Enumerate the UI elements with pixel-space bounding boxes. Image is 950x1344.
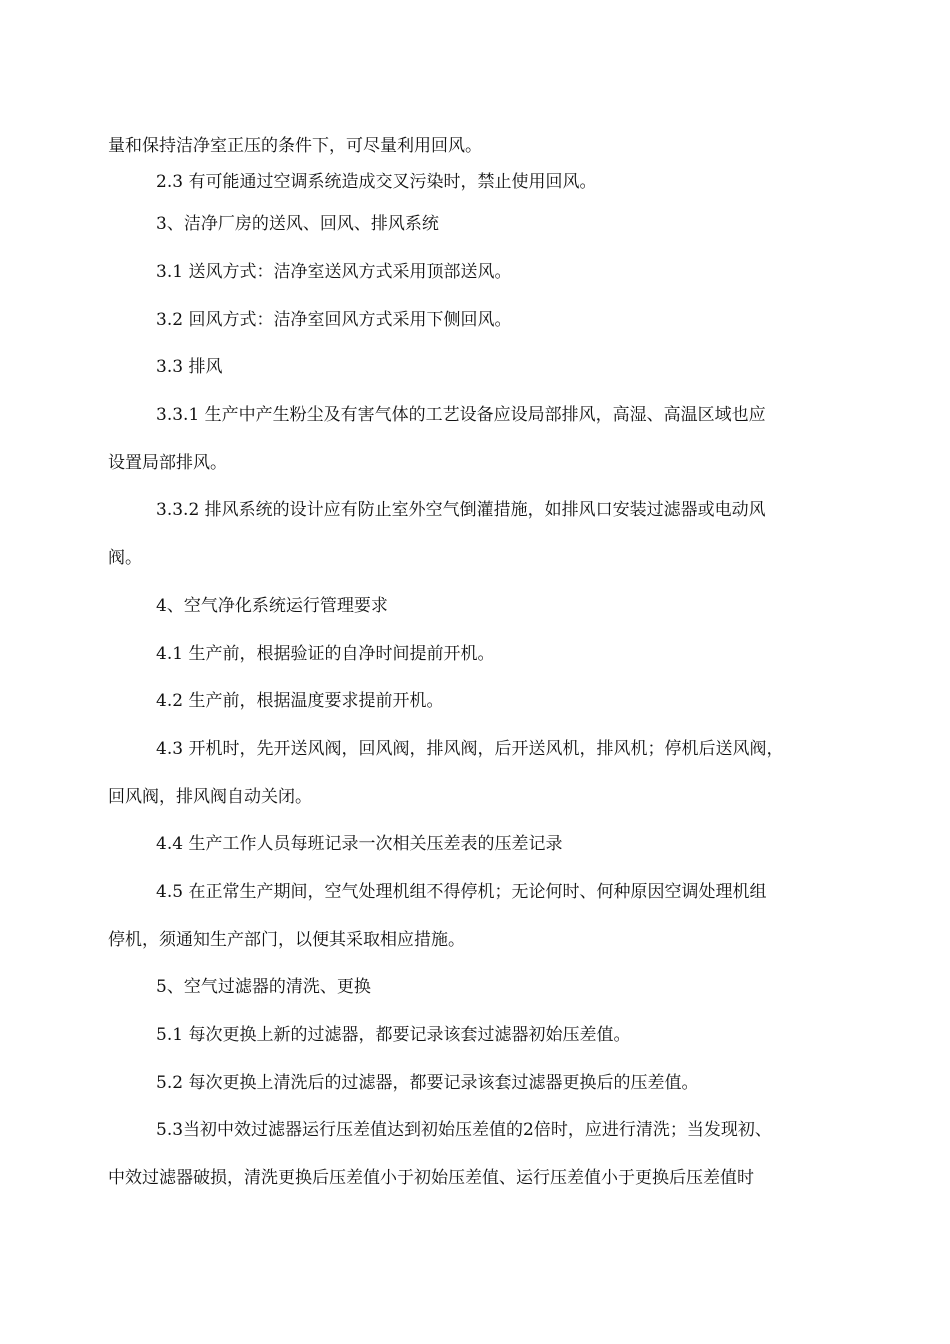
line: 5.1 每次更换上新的过滤器，都要记录该套过滤器初始压差值。	[156, 1025, 631, 1045]
heading-5	[108, 969, 850, 1005]
line: 设置局部排风。	[108, 453, 227, 473]
paragraph-4-3	[108, 731, 850, 815]
line: 量和保持洁净室正压的条件下，可尽量利用回风。	[108, 136, 482, 156]
paragraph-3-3-2	[108, 492, 850, 576]
line: 4.1 生产前，根据验证的自净时间提前开机。	[156, 644, 495, 664]
line: 4.4 生产工作人员每班记录一次相关压差表的压差记录	[156, 834, 563, 854]
line: 3.3 排风	[156, 357, 223, 377]
line: 2.3 有可能通过空调系统造成交叉污染时，禁止使用回风。	[156, 172, 597, 192]
line: 阀。	[108, 548, 142, 568]
paragraph-3-3-1	[108, 397, 850, 481]
line: 中效过滤器破损，清洗更换后压差值小于初始压差值、运行压差值小于更换后压差值时	[108, 1168, 754, 1188]
paragraph-2-3	[108, 164, 850, 200]
line: 3.1 送风方式：洁净室送风方式采用顶部送风。	[156, 262, 512, 282]
paragraph-3-3	[108, 349, 850, 385]
paragraph-4-1	[108, 636, 850, 672]
line: 4、空气净化系统运行管理要求	[156, 596, 388, 616]
paragraph-4-2	[108, 683, 850, 719]
line: 3、洁净厂房的送风、回风、排风系统	[156, 214, 439, 234]
line: 4.5 在正常生产期间，空气处理机组不得停机；无论何时、何种原因空调处理机组	[156, 882, 767, 902]
line: 3.3.1 生产中产生粉尘及有害气体的工艺设备应设局部排风，高湿、高温区域也应	[156, 405, 766, 425]
paragraph-5-2	[108, 1065, 850, 1101]
line: 4.3 开机时，先开送风阀，回风阀，排风阀，后开送风机，排风机；停机后送风阀，	[156, 739, 784, 759]
paragraph-4-5	[108, 874, 850, 958]
line: 3.2 回风方式：洁净室回风方式采用下侧回风。	[156, 310, 512, 330]
line: 停机，须通知生产部门，以便其采取相应措施。	[108, 930, 465, 950]
line: 4.2 生产前，根据温度要求提前开机。	[156, 691, 444, 711]
line: 5、空气过滤器的清洗、更换	[156, 977, 371, 997]
paragraph-5-1	[108, 1017, 850, 1053]
heading-3	[108, 206, 850, 242]
paragraph-5-3	[108, 1112, 850, 1196]
paragraph-3-1	[108, 254, 850, 290]
line: 5.2 每次更换上清洗后的过滤器，都要记录该套过滤器更换后的压差值。	[156, 1073, 699, 1093]
line: 5.3当初中效过滤器运行压差值达到初始压差值的2倍时，应进行清洗；当发现初、	[156, 1120, 772, 1140]
line: 3.3.2 排风系统的设计应有防止室外空气倒灌措施，如排风口安装过滤器或电动风	[156, 500, 766, 520]
line: 回风阀，排风阀自动关闭。	[108, 787, 312, 807]
heading-4	[108, 588, 850, 624]
paragraph-4-4	[108, 826, 850, 862]
paragraph-3-2	[108, 302, 850, 338]
paragraph-0	[108, 128, 850, 164]
